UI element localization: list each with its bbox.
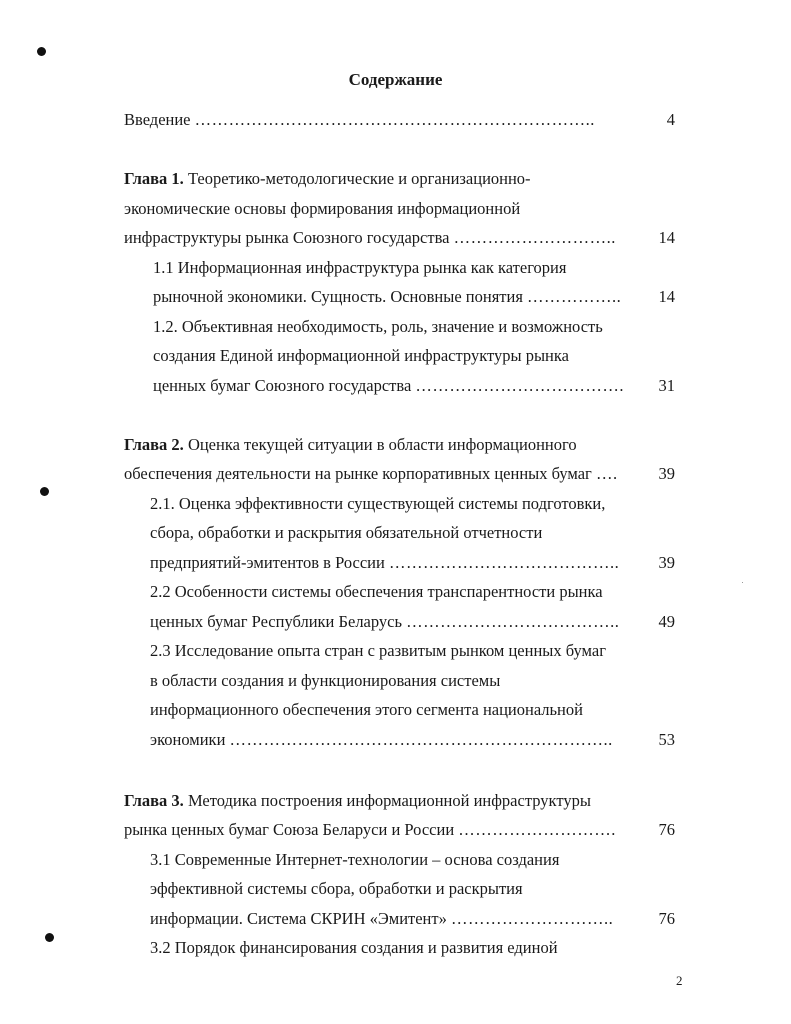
chapter-label: Глава 2. [124, 435, 184, 454]
toc-section-2-2: 2.2 Особенности системы обеспечения транспарентности рынка [150, 582, 603, 601]
toc-page-number: 39 [658, 464, 675, 483]
toc-section-2-3-line3: информационного обеспечения этого сегмента национальной [150, 700, 583, 719]
scan-speck [742, 582, 743, 583]
leader-dots: ………………………. [458, 820, 616, 839]
leader-dots: ………………………………………………………….. [229, 730, 613, 749]
section-title-line: информации. Система СКРИН «Эмитент» [150, 909, 451, 928]
chapter-title-line: Оценка текущей ситуации в области информационного [183, 435, 577, 454]
toc-section-3-1-line2: эффективной системы сбора, обработки и раскрытия [150, 879, 523, 898]
toc-chapter-3 [124, 790, 591, 812]
chapter-title-line: рынка ценных бумаг Союза Беларуси и России [124, 820, 459, 839]
punch-hole-mark [45, 933, 54, 942]
toc-section-3-1-line3 [150, 908, 613, 930]
toc-section-2-3-line2: в области создания и функционирования системы [150, 671, 501, 690]
section-title-line: экономики [150, 730, 230, 749]
toc-section-1-2: 1.2. Объективная необходимость, роль, значение и возможность [153, 317, 603, 336]
toc-chapter-1-line2: экономические основы формирования информационной [124, 199, 521, 218]
toc-section-1-2-line2: создания Единой информационной инфраструктуры рынка [153, 346, 569, 365]
toc-page-number: 76 [658, 820, 675, 839]
section-title-line: рыночной экономики. Сущность. Основные понятия [153, 287, 528, 306]
section-title-line: ценных бумаг Республики Беларусь [150, 612, 407, 631]
toc-page-number: 76 [658, 909, 675, 928]
chapter-title-line: Методика построения информационной инфраструктуры [183, 791, 591, 810]
toc-section-3-1: 3.1 Современные Интернет-технологии – основа создания [150, 850, 560, 869]
toc-section-2-1: 2.1. Оценка эффективности существующей системы подготовки, [150, 494, 606, 513]
section-title-line: предприятий-эмитентов в России [150, 553, 389, 572]
toc-section-3-2: 3.2 Порядок финансирования создания и развития единой [150, 938, 558, 957]
toc-section-1-1: 1.1 Информационная инфраструктура рынка как категория [153, 258, 567, 277]
toc-page-number: 49 [658, 612, 675, 631]
chapter-title-line: Теоретико-методологические и организационно- [183, 169, 531, 188]
chapter-label: Глава 3. [124, 791, 184, 810]
leader-dots: ………………………………. [415, 376, 625, 395]
leader-dots: ……………………….. [450, 909, 614, 928]
leader-dots: …………….. [527, 287, 622, 306]
toc-chapter-1-line3 [124, 227, 616, 249]
toc-section-1-1-line2 [153, 286, 621, 308]
chapter-label: Глава 1. [124, 169, 184, 188]
leader-dots: ……………………….. [453, 228, 616, 247]
toc-page-number: 14 [658, 287, 675, 306]
toc-section-1-2-line3 [153, 375, 624, 397]
toc-page-number: 31 [658, 376, 675, 395]
toc-page-number: 39 [658, 553, 675, 572]
punch-hole-mark [37, 47, 46, 56]
toc-section-2-1-line3 [150, 552, 619, 574]
section-title-line: ценных бумаг Союзного государства [153, 376, 416, 395]
chapter-title-line: инфраструктуры рынка Союзного государства [124, 228, 454, 247]
toc-chapter-2 [124, 434, 577, 456]
toc-title: Содержание [348, 70, 443, 89]
punch-hole-mark [40, 487, 49, 496]
chapter-title-line: обеспечения деятельности на рынке корпоративных ценных бумаг [124, 464, 596, 483]
toc-chapter-3-line2 [124, 819, 616, 841]
toc-section-2-3: 2.3 Исследование опыта стран с развитым рынком ценных бумаг [150, 641, 606, 660]
leader-dots: ………………………………….. [388, 553, 620, 572]
toc-section-2-2-line2 [150, 611, 619, 633]
toc-entry-intro [124, 109, 595, 131]
leader-dots: …. [595, 464, 618, 483]
toc-page-number: 14 [658, 228, 675, 247]
toc-page-number: 53 [658, 730, 675, 749]
toc-section-2-1-line2: сбора, обработки и раскрытия обязательной отчетности [150, 523, 543, 542]
toc-entry-text: Введение [124, 110, 195, 129]
page-number: 2 [676, 973, 683, 988]
leader-dots: ……………………………….. [406, 612, 620, 631]
toc-chapter-2-line2 [124, 463, 618, 485]
leader-dots: …………………………………………………………….. [194, 110, 595, 129]
toc-page-number: 4 [666, 110, 675, 129]
toc-section-2-3-line4 [150, 729, 613, 751]
toc-chapter-1 [124, 168, 531, 190]
